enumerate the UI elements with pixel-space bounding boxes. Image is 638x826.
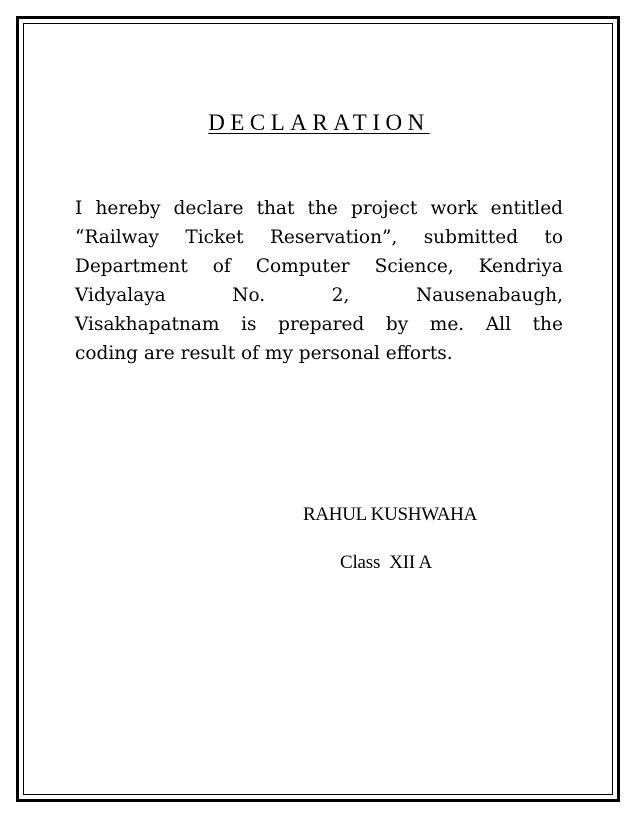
body-line: Department of Computer Science, Kendriya bbox=[75, 256, 563, 277]
signatory-class: Class XII A bbox=[340, 552, 433, 573]
body-line: coding are result of my personal efforts. bbox=[75, 343, 453, 364]
body-line: “Railway Ticket Reservation”, submitted to bbox=[75, 227, 563, 248]
declaration-heading: DECLARATION bbox=[208, 110, 430, 135]
declaration-body bbox=[75, 194, 563, 368]
page-border-inner bbox=[23, 23, 613, 795]
body-line: Vidyalaya No. 2, Nausenabaugh, bbox=[75, 285, 563, 306]
signatory-name: RAHUL KUSHWAHA bbox=[303, 504, 478, 525]
body-line: I hereby declare that the project work entitled bbox=[75, 198, 563, 219]
body-line: Visakhapatnam is prepared by me. All the bbox=[75, 314, 563, 335]
